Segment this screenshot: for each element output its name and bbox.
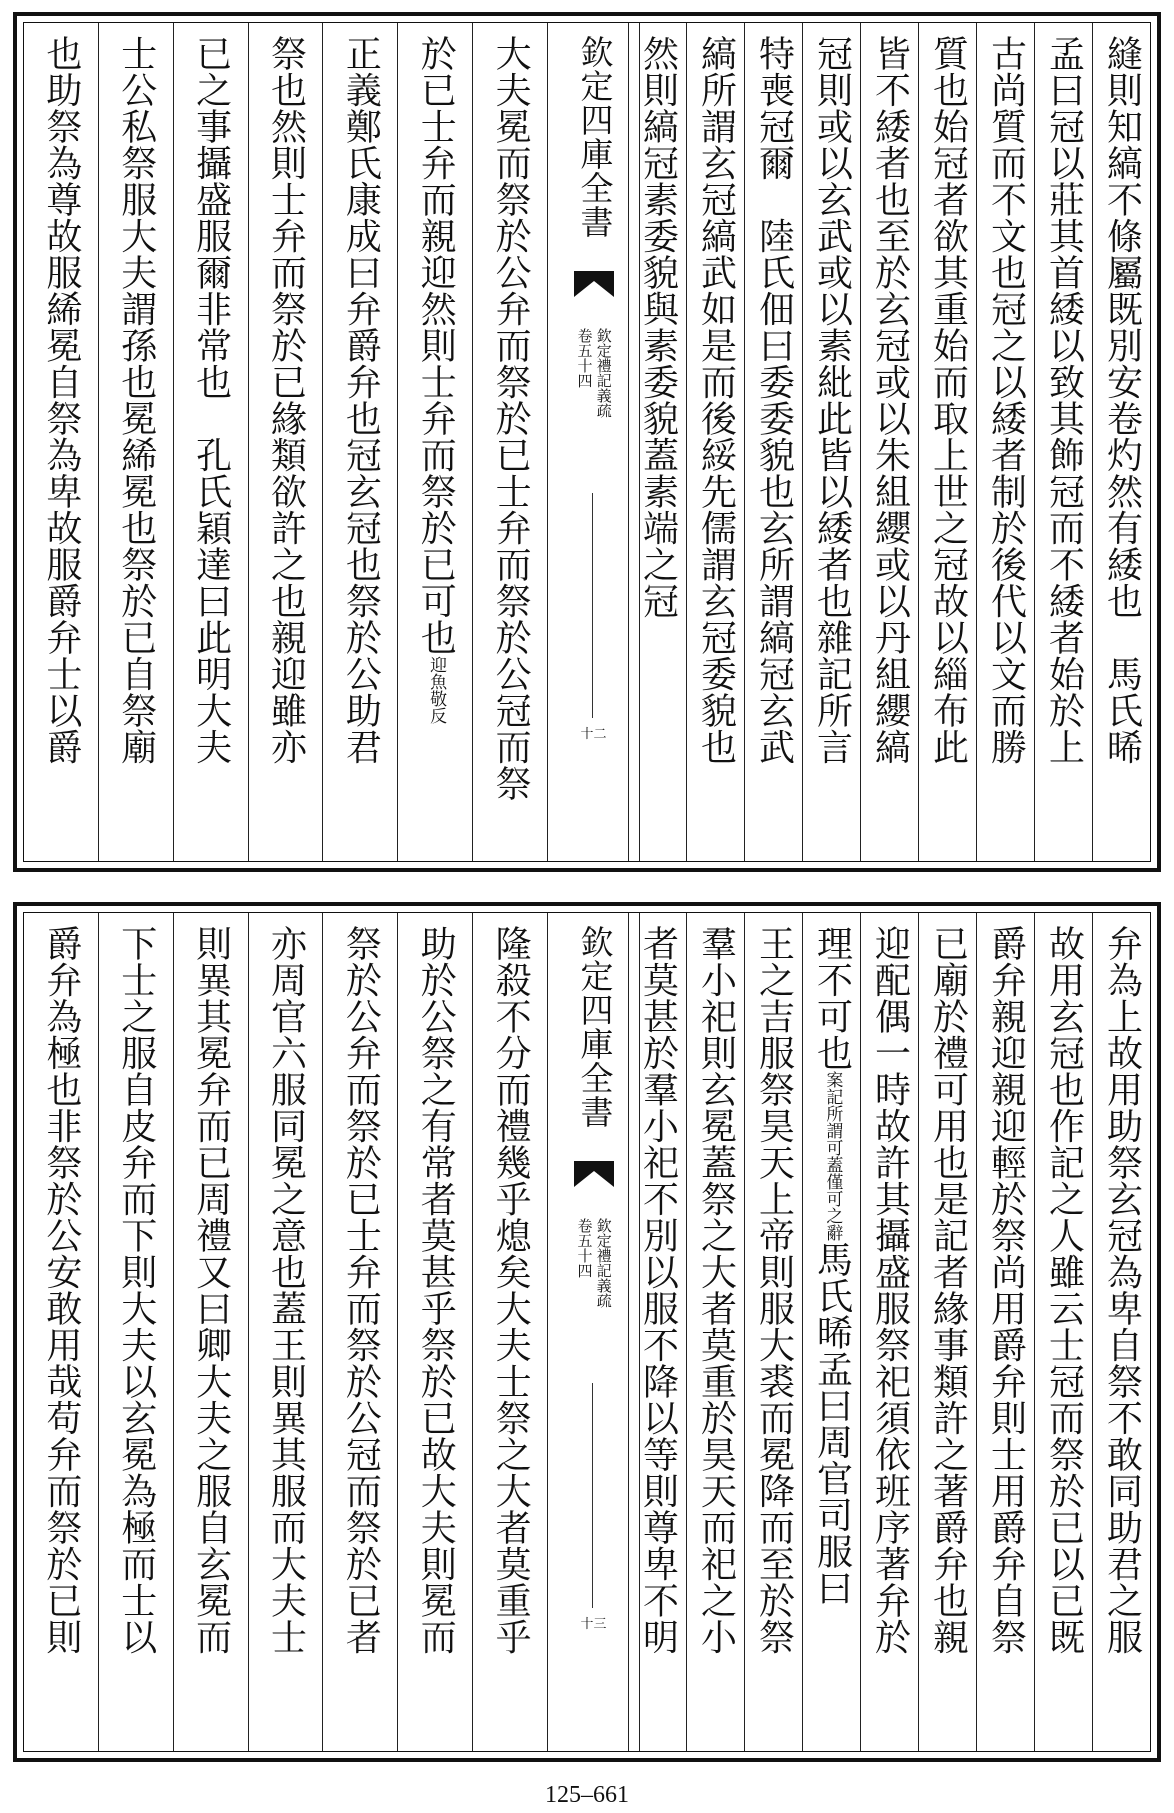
page-number: 十二	[580, 727, 607, 742]
top-left-half	[24, 23, 547, 861]
column-text: 羣小祀則玄冕蓋祭之大者莫重於昊天而祀之小	[695, 925, 737, 1655]
column-text: 大夫冕而祭於公弁而祭於已士弁而祭於公冠而祭	[490, 35, 532, 802]
text-column: 質也始冠者欲其重始而取上世之冠故以緇布此	[918, 23, 976, 861]
text-column: 特喪冠爾 陸氏佃曰委委貌也玄所謂縞冠玄武	[744, 23, 802, 861]
column-text: 爵弁親迎親迎輕於祭尚用爵弁則士用爵弁自祭	[985, 925, 1027, 1655]
column-text: 馬氏晞孟曰周官司服曰	[811, 1241, 853, 1606]
top-page	[13, 12, 1161, 872]
column-text: 迎配偶一時故許其攝盛服祭祀須依班序著弁於	[869, 925, 911, 1655]
text-column: 縫則知縞不條屬既別安卷灼然有緌也 馬氏晞	[1092, 23, 1150, 861]
text-column: 下士之服自皮弁而下則大夫以玄冕為極而士以	[98, 913, 173, 1751]
column-text: 理不可也	[811, 925, 853, 1071]
center-rule	[592, 1383, 593, 1608]
annotation-note: 蓋僅可之辭	[822, 1156, 843, 1241]
text-column	[322, 23, 397, 861]
column-text: 祭也然則士弁而祭於已緣類欲許之也親迎雖亦	[265, 35, 307, 765]
volume-title: 欽定禮記義疏	[594, 328, 613, 418]
bottom-right-half	[628, 913, 1150, 1751]
text-column	[98, 23, 173, 861]
bottom-page	[13, 902, 1161, 1762]
text-column	[744, 913, 802, 1751]
center-title: 欽定四庫全書	[575, 925, 615, 1129]
text-column: 古尚質而不文也冠之以緌者制於後代以文而勝	[976, 23, 1034, 861]
text-column	[918, 913, 976, 1751]
annotation-note: 敬反	[426, 689, 447, 724]
top-page-frame	[23, 22, 1151, 862]
text-column: 祭於公弁而祭於已士弁而祭於公冠而祭於已者	[322, 913, 397, 1751]
column-text: 已之事攝盛服爾非常也 孔氏穎達曰此明大夫	[190, 35, 232, 765]
top-center-column	[547, 23, 640, 861]
column-text: 王之吉服祭昊天上帝則服大裘而冕降而至於祭	[753, 925, 795, 1655]
volume-number: 卷五十四	[575, 1218, 594, 1278]
center-volume	[548, 1218, 639, 1308]
column-text: 也助祭為尊故服絺冕自祭為卑故服爵弁士以爵	[40, 35, 82, 765]
text-column: 冠則或以玄武或以素紕此皆以緌者也雜記所言	[802, 23, 860, 861]
text-column	[472, 23, 547, 861]
text-column: 然則縞冠素委貌與素委貌蓋素端之冠	[628, 23, 686, 861]
center-rule	[592, 493, 593, 718]
bottom-page-frame	[23, 912, 1151, 1752]
text-column: 爵弁為極也非祭於公安敢用哉苟弁而祭於已則	[40, 925, 82, 1655]
center-title: 欽定四庫全書	[575, 35, 615, 239]
text-column	[976, 913, 1034, 1751]
text-column	[802, 913, 860, 1751]
column-text: 正義鄭氏康成曰弁爵弁也冠玄冠也祭於公助君	[340, 35, 382, 765]
column-text: 於已士弁而親迎然則士弁而祭於已可也	[415, 35, 457, 656]
text-column	[24, 23, 98, 861]
center-volume	[548, 328, 639, 418]
text-column: 助於公祭之有常者莫甚乎祭於已故大夫則冕而	[397, 913, 472, 1751]
text-column: 亦周官六服同冕之意也蓋王則異其服而大夫士	[248, 913, 323, 1751]
text-column: 隆殺不分而禮幾乎熄矣大夫士祭之大者莫重乎	[472, 913, 547, 1751]
bottom-center-column	[547, 913, 640, 1751]
page-number: 十三	[580, 1617, 607, 1632]
annotation-note: 迎魚	[426, 655, 447, 690]
text-column: 縞所謂玄冠縞武如是而後綏先儒謂玄冠委貌也	[686, 23, 744, 861]
fishtail-mark-icon	[574, 1161, 614, 1187]
text-column: 則異其冕弁而已周禮又曰卿大夫之服自玄冕而	[173, 913, 248, 1751]
column-text: 故用玄冠也作記之人雖云士冠而祭於已以已既	[1043, 925, 1085, 1655]
text-column	[248, 23, 323, 861]
annotation-note: 案記所謂可	[822, 1071, 843, 1156]
text-column	[860, 913, 918, 1751]
column-text: 已廟於禮可用也是記者緣事類許之著爵弁也親	[927, 925, 969, 1655]
column-text: 士公私祭服大夫謂孫也冕絺冕也祭於已自祭廟	[115, 35, 157, 765]
footer-page-label: 125–661	[545, 1782, 629, 1808]
bottom-left-half	[24, 913, 547, 1751]
text-column	[1092, 913, 1150, 1751]
volume-title: 欽定禮記義疏	[594, 1218, 613, 1308]
text-column	[686, 913, 744, 1751]
top-right-half	[628, 23, 1150, 861]
text-column	[173, 23, 248, 861]
text-column: 皆不緌者也至於玄冠或以朱組纓或以丹組纓縞	[860, 23, 918, 861]
text-column	[1034, 913, 1092, 1751]
column-text: 者莫甚於羣小祀不別以服不降以等則尊卑不明	[637, 925, 679, 1655]
text-column	[397, 23, 472, 861]
fishtail-mark-icon	[574, 271, 614, 297]
volume-number: 卷五十四	[575, 328, 594, 388]
column-text: 弁為上故用助祭玄冠為卑自祭不敢同助君之服	[1101, 925, 1143, 1655]
text-column: 孟曰冠以莊其首緌以致其飾冠而不緌者始於上	[1034, 23, 1092, 861]
